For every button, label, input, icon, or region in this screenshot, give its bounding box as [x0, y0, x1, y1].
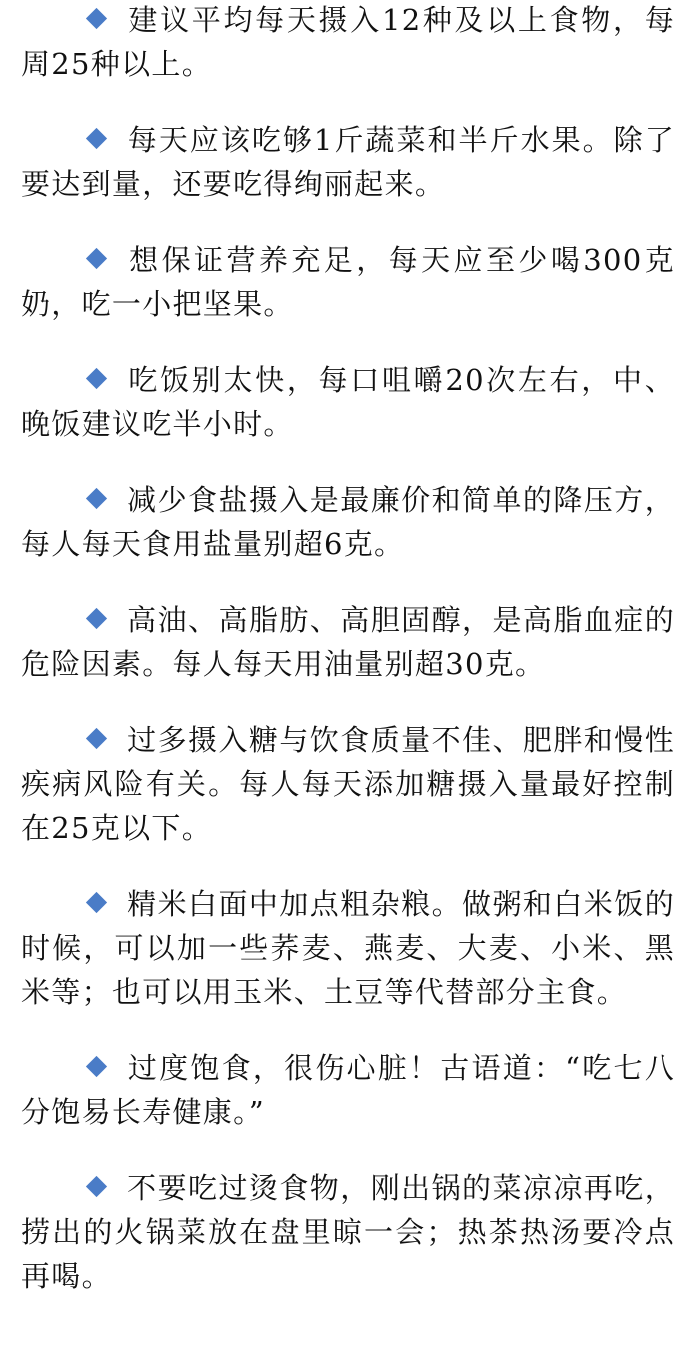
tip-paragraph-7: [21, 718, 675, 850]
diamond-bullet-icon: [86, 488, 107, 509]
tip-paragraph-10: [21, 1166, 675, 1298]
tip-text-5: 减少食盐摄入是最廉价和简单的降压方，每人每天食用盐量别超6克。: [21, 483, 675, 561]
tip-paragraph-2: [21, 118, 675, 206]
tip-text-10: 不要吃过烫食物，刚出锅的菜凉凉再吃，捞出的火锅菜放在盘里晾一会；热茶热汤要冷点再喝。: [21, 1171, 675, 1293]
diamond-bullet-icon: [86, 128, 107, 149]
tip-text-9: 过度饱食，很伤心脏！古语道：“吃七八分饱易长寿健康。”: [21, 1051, 675, 1129]
tip-paragraph-4: [21, 358, 675, 446]
tip-text-4: 吃饭别太快，每口咀嚼20次左右，中、晚饭建议吃半小时。: [21, 363, 675, 441]
tip-text-3: 想保证营养充足，每天应至少喝300克奶，吃一小把坚果。: [21, 243, 675, 321]
tip-paragraph-1: [21, 0, 675, 86]
tip-text-7: 过多摄入糖与饮食质量不佳、肥胖和慢性疾病风险有关。每人每天添加糖摄入量最好控制在25克以下。: [21, 723, 675, 845]
tip-text-1: 建议平均每天摄入12种及以上食物，每周25种以上。: [21, 3, 675, 81]
tip-text-6: 高油、高脂肪、高胆固醇，是高脂血症的危险因素。每人每天用油量别超30克。: [21, 603, 675, 681]
diamond-bullet-icon: [86, 368, 107, 389]
diamond-bullet-icon: [86, 728, 107, 749]
tip-paragraph-5: [21, 478, 675, 566]
diamond-bullet-icon: [86, 892, 107, 913]
tip-paragraph-9: [21, 1046, 675, 1134]
diamond-bullet-icon: [86, 248, 107, 269]
tip-paragraph-8: [21, 882, 675, 1014]
diamond-bullet-icon: [86, 1056, 107, 1077]
tip-text-2: 每天应该吃够1斤蔬菜和半斤水果。除了要达到量，还要吃得绚丽起来。: [21, 123, 675, 201]
diamond-bullet-icon: [86, 8, 107, 29]
tip-paragraph-3: [21, 238, 675, 326]
tip-text-8: 精米白面中加点粗杂粮。做粥和白米饭的时候，可以加一些荞麦、燕麦、大麦、小米、黑米等；也可以用玉米、土豆等代替部分主食。: [21, 887, 675, 1009]
diamond-bullet-icon: [86, 608, 107, 629]
tip-paragraph-6: [21, 598, 675, 686]
diamond-bullet-icon: [86, 1176, 107, 1197]
